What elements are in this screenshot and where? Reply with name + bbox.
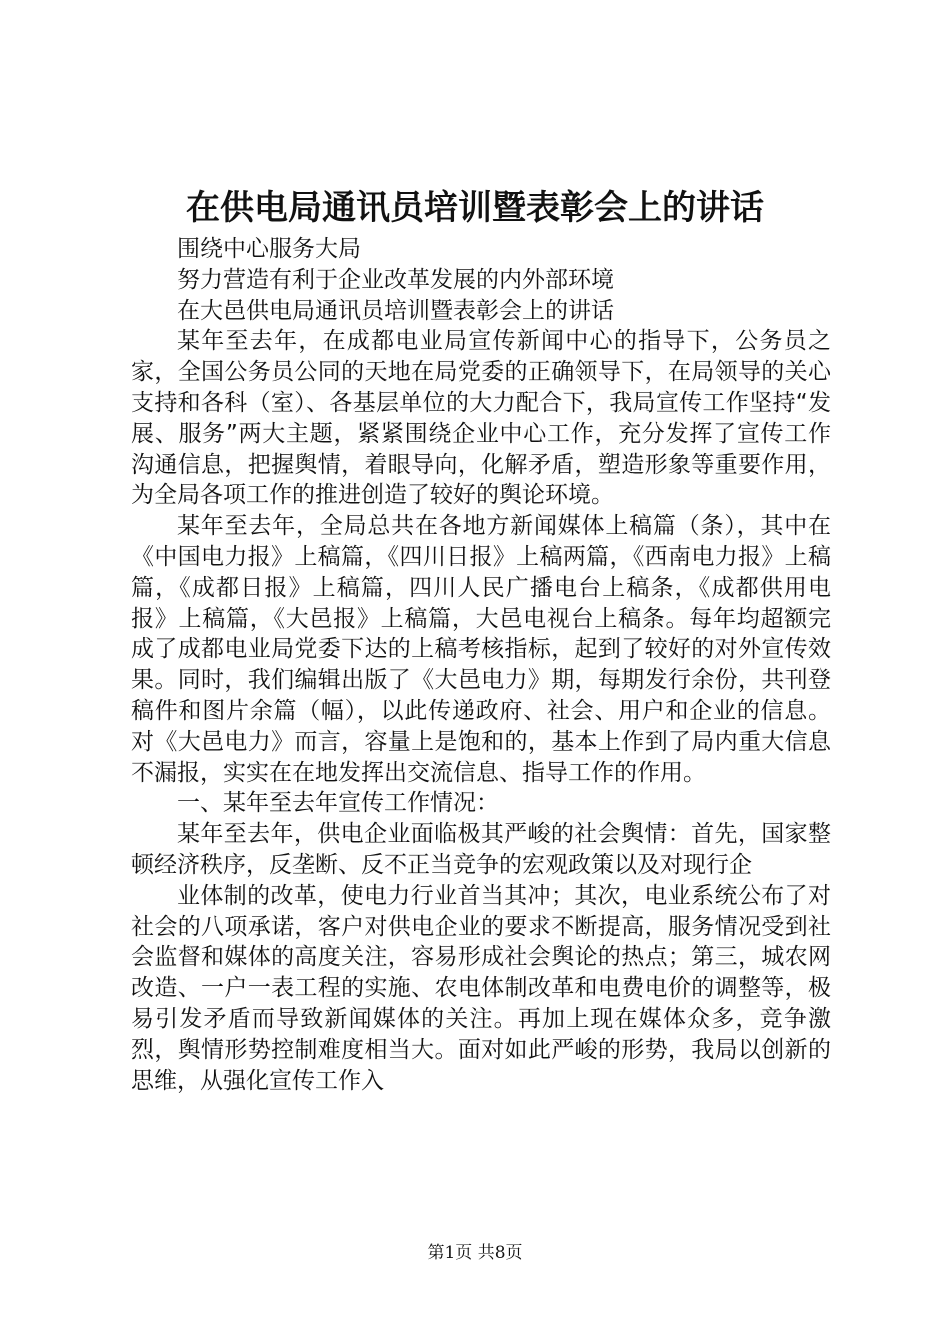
document-body — [131, 234, 831, 1096]
body-paragraph: 围绕中心服务大局 — [177, 236, 361, 262]
body-paragraph: 某年至去年，全局总共在各地方新闻媒体上稿篇（条），其中在《中国电力报》上稿篇，《四川日报》上稿两篇，《西南电力报》上稿篇，《成都日报》上稿篇，四川人民广播电台上稿条，《成都供用电报》上稿篇，《大邑报》上稿篇，大邑电视台上稿条。每年均超额完成了成都电业局党委下达的上稿考核指标，起到了较好的对外宣传效果。同时，我们编辑出版了《大邑电力》期，每期发行余份，共刊登稿件和图片余篇（幅），以此传递政府、社会、用户和企业的信息。对《大邑电力》而言，容量上是饱和的，基本上作到了局内重大信息不漏报，实实在在地发挥出交流信息、指导工作的作用。 — [131, 513, 831, 786]
body-paragraph: 某年至去年，供电企业面临极其严峻的社会舆情：首先，国家整顿经济秩序，反垄断、反不正当竞争的宏观政策以及对现行企 — [131, 821, 831, 878]
body-paragraph: 某年至去年，在成都电业局宣传新闻中心的指导下，公务员之家，全国公务员公同的天地在局党委的正确领导下，在局领导的关心支持和各科（室）、各基层单位的大力配合下，我局宣传工作坚持“发展、服务”两大主题，紧紧围绕企业中心工作，充分发挥了宣传工作沟通信息，把握舆情，着眼导向，化解矛盾，塑造形象等重要作用，为全局各项工作的推进创造了较好的舆论环境。 — [131, 328, 831, 509]
body-paragraph: 业体制的改革，使电力行业首当其冲；其次，电业系统公布了对社会的八项承诺，客户对供电企业的要求不断提高，服务情况受到社会监督和媒体的高度关注，容易形成社会舆论的热点；第三，城农网改造、一户一表工程的实施、农电体制改革和电费电价的调整等，极易引发矛盾而导致新闻媒体的关注。再加上现在媒体众多，竞争激烈，舆情形势控制难度相当大。面对如此严峻的形势，我局以创新的思维，从强化宣传工作入 — [131, 882, 831, 1094]
page-number-footer: 第1页 共8页 — [427, 1243, 523, 1263]
body-paragraph: 努力营造有利于企业改革发展的内外部环境 — [177, 266, 614, 293]
document-title: 在供电局通讯员培训暨表彰会上的讲话 — [186, 188, 764, 228]
body-paragraph: 在大邑供电局通讯员培训暨表彰会上的讲话 — [177, 297, 614, 324]
section-heading: 一、某年至去年宣传工作情况： — [177, 790, 499, 817]
